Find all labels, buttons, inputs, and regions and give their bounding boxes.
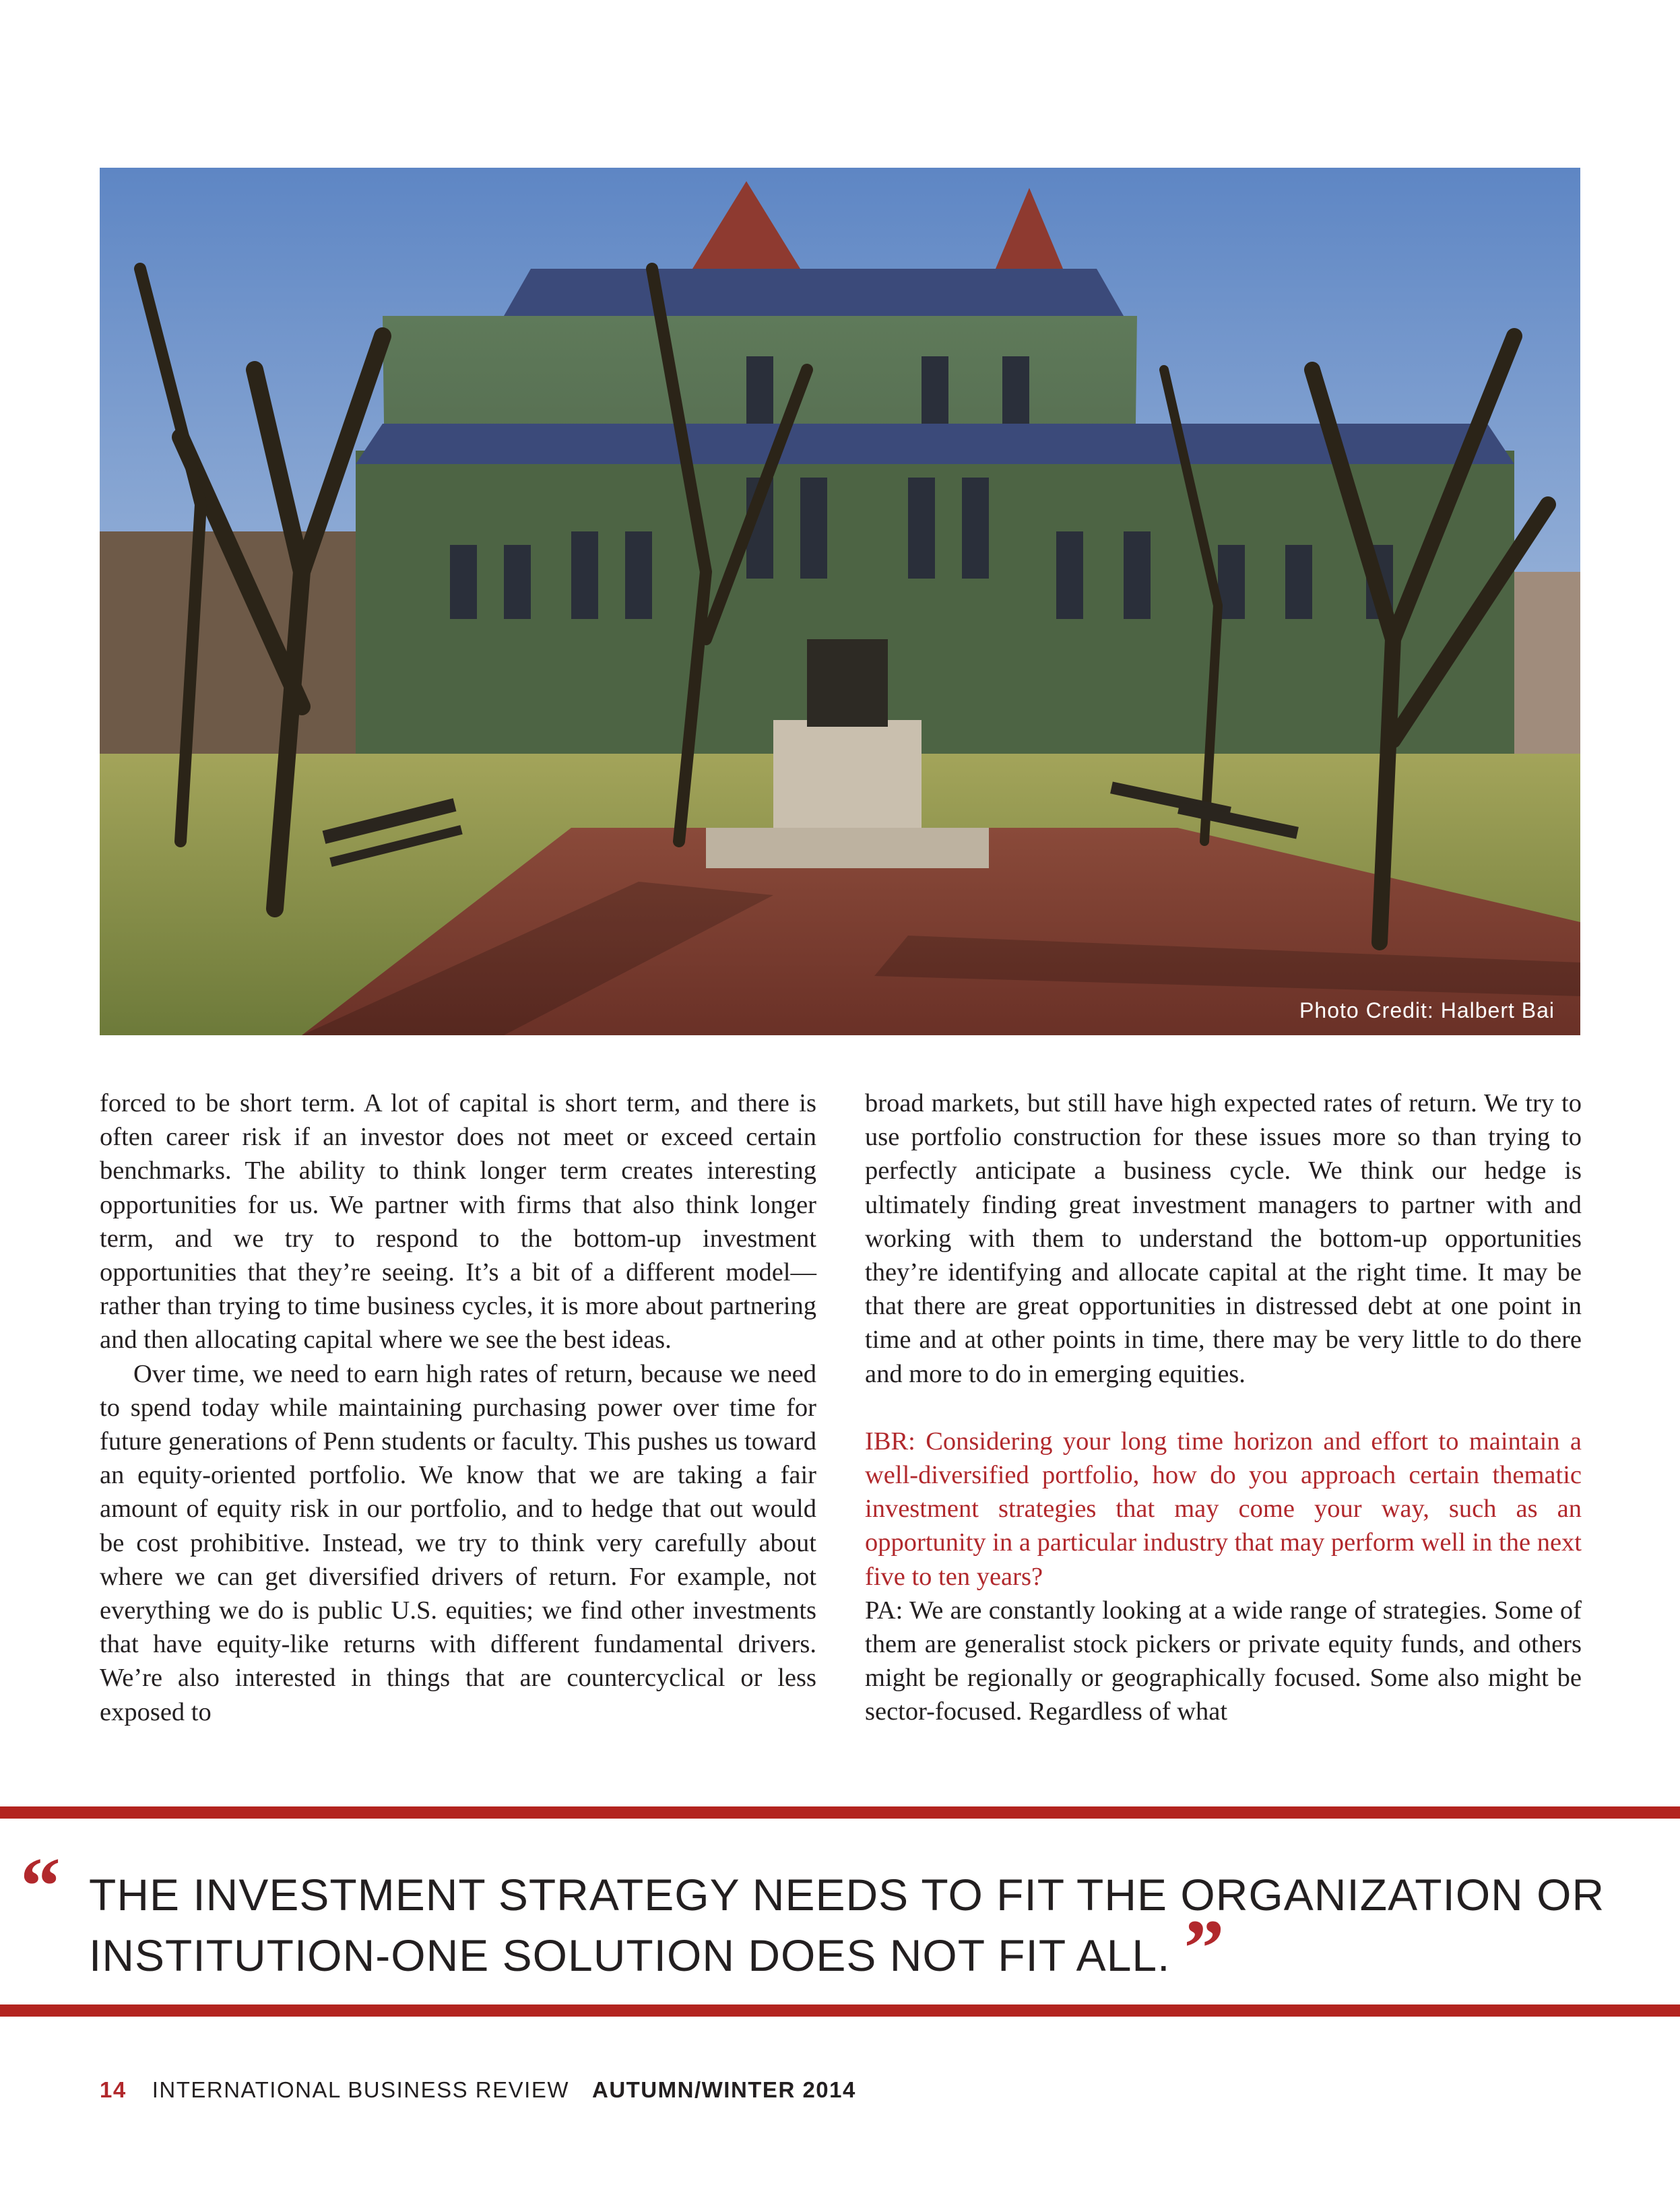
page-footer: [100, 2077, 856, 2103]
open-quote-mark: “: [20, 1841, 61, 1930]
interview-question: IBR: Considering your long time horizon and effort to maintain a well-diversified portfolio, how do you approach certain thematic investment strategies that may come your way, such as an opportunity in a particular industry that may perform well in the next five to ten years?: [865, 1427, 1582, 1591]
photo-credit: Photo Credit: Halbert Bai: [1299, 998, 1555, 1022]
article-paragraph: forced to be short term. A lot of capital is short term, and there is often career risk if an investor does not meet or exceed certain benchmarks. The ability to think longer term creates interesting opportunities for us. We partner with firms that also think longer term, and we try to respond to the bottom-up investment opportunities that they’re seeing. It’s a bit of a different model—rather than trying to time business cycles, it is more about partnering and then allocating capital where we see the best ideas.: [100, 1089, 816, 1355]
interview-answer: PA: We are constantly looking at a wide range of strategies. Some of them are generalist stock pickers or private equity funds, and others might be regionally or geographically focused. Some also might be sector-focused. Regardless of what: [865, 1596, 1582, 1726]
page-number: 14: [100, 2077, 127, 2102]
article-paragraph: Over time, we need to earn high rates of return, because we need to spend today while maintaining purchasing power over time for future generations of Penn students or faculty. This pushes us toward an equity-oriented portfolio. We know that we are taking a fair amount of equity risk in our portfolio, and to hedge that out would be cost prohibitive. Instead, we try to think very carefully about where we can get diversified drivers of return. For example, not everything we do is public U.S. equities; we find other investments that have equity-like returns with different fundamental drivers. We’re also interested in things that are countercyclical or less exposed to: [100, 1359, 816, 1726]
close-quote-mark: ”: [1184, 1903, 1225, 1992]
pullquote-text: [89, 1864, 1638, 1992]
issue-label: AUTUMN/WINTER 2014: [591, 2077, 856, 2102]
article-paragraph: broad markets, but still have high expected rates of return. We try to use portfolio construction for these issues more so than trying to perfectly anticipate a business cycle. We think our hedge is ultimately finding great investment managers to partner with and working with them to understand the bottom-up opportunities they’re identifying and allocate capital at the right time. It may be that there are great opportunities in distressed debt at one point in time and at other points in time, there may be very little to do there and more to do in emerging equities.: [865, 1089, 1582, 1388]
pullquote: [0, 1841, 1680, 2007]
campus-photo: [100, 168, 1580, 1035]
college-hall-illustration: [100, 168, 1580, 1035]
article-column-right: [865, 1086, 1582, 1729]
publication-name: INTERNATIONAL BUSINESS REVIEW: [152, 2077, 569, 2102]
pullquote-bottom-rule: [0, 2004, 1680, 2017]
pullquote-body: THE INVESTMENT STRATEGY NEEDS TO FIT THE ORGANIZATION OR INSTITUTION-ONE SOLUTION DOES NOT FIT ALL.: [89, 1870, 1605, 1980]
article-column-left: [100, 1086, 816, 1729]
pullquote-top-rule: [0, 1806, 1680, 1819]
